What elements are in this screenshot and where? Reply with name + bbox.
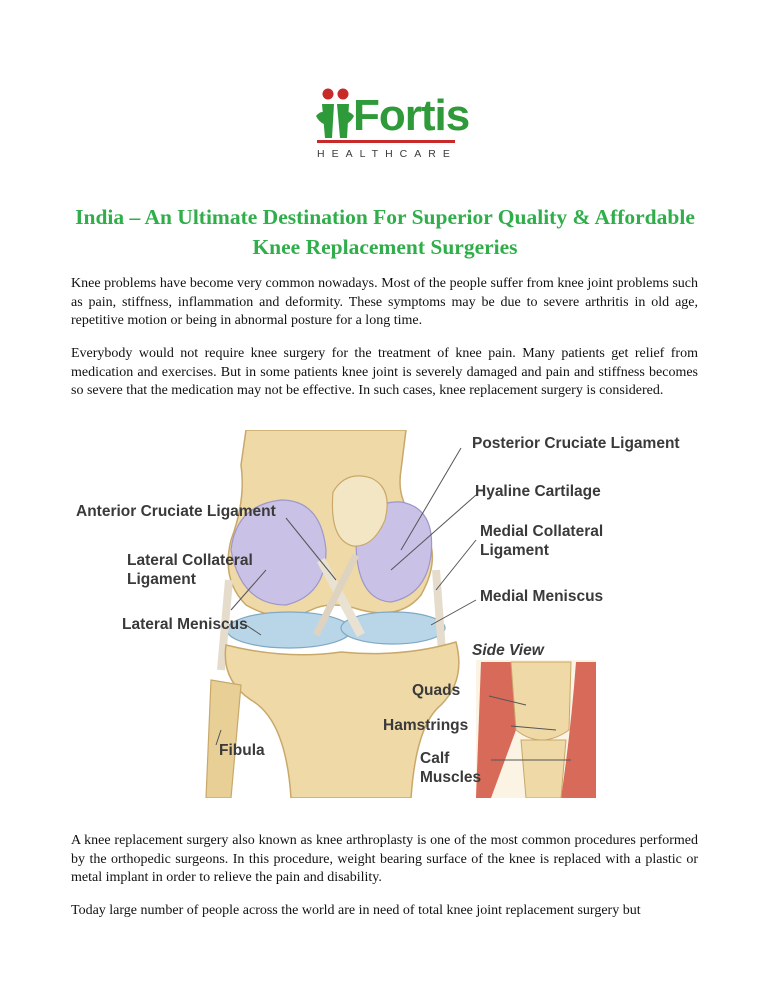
paragraph-treatment: Everybody would not require knee surgery for the treatment of knee pain. Many patients get relief from medication and exercises. But in some patients knee joint is severely damaged and pain and stiffness becomes so severe that the medication may not be effective. In such cases, knee replacement surgery is considered. bbox=[71, 346, 698, 398]
label-calf-muscles: Calf Muscles bbox=[420, 750, 482, 786]
document-title: India – An Ultimate Destination For Superior Quality & Affordable Knee Replacement Surgeries bbox=[75, 205, 695, 259]
logo-divider bbox=[317, 140, 455, 143]
label-medial-collateral-ligament: Medial Collateral Ligament bbox=[480, 523, 604, 559]
paragraph-intro: Knee problems have become very common nowadays. Most of the people suffer from knee joint problems such as pain, stiffness, inflammation and deformity. These symptoms may be due to severe arthritis in old age, repetitive motion or being in abnormal posture for a long time. bbox=[71, 276, 698, 328]
logo-brand-text: Fortis bbox=[353, 91, 470, 140]
label-anterior-cruciate-ligament: Anterior Cruciate Ligament bbox=[76, 503, 276, 520]
label-medial-meniscus: Medial Meniscus bbox=[480, 588, 604, 605]
label-posterior-cruciate-ligament: Posterior Cruciate Ligament bbox=[472, 435, 680, 452]
knee-illustration bbox=[71, 430, 699, 798]
label-hyaline-cartilage: Hyaline Cartilage bbox=[475, 483, 601, 500]
fortis-logo-mark bbox=[313, 86, 357, 146]
fortis-logo bbox=[313, 86, 470, 174]
label-side-view: Side View bbox=[472, 642, 544, 659]
logo-tagline: HEALTHCARE bbox=[317, 148, 457, 160]
label-fibula: Fibula bbox=[219, 742, 265, 759]
label-quads: Quads bbox=[412, 682, 461, 699]
paragraph-arthroplasty: A knee replacement surgery also known as knee arthroplasty is one of the most common procedures performed by the orthopedic surgeons. In this procedure, weight bearing surface of the knee is replaced with a plastic or metal implant in order to relieve the pain and disability. bbox=[71, 833, 698, 885]
label-lateral-meniscus: Lateral Meniscus bbox=[122, 616, 248, 633]
paragraph-demand: Today large number of people across the world are in need of total knee joint replacement surgery but bbox=[71, 903, 641, 918]
knee-anatomy-diagram bbox=[71, 430, 699, 798]
label-hamstrings: Hamstrings bbox=[383, 717, 469, 734]
label-lateral-collateral-ligament: Lateral Collateral Ligament bbox=[127, 552, 253, 588]
